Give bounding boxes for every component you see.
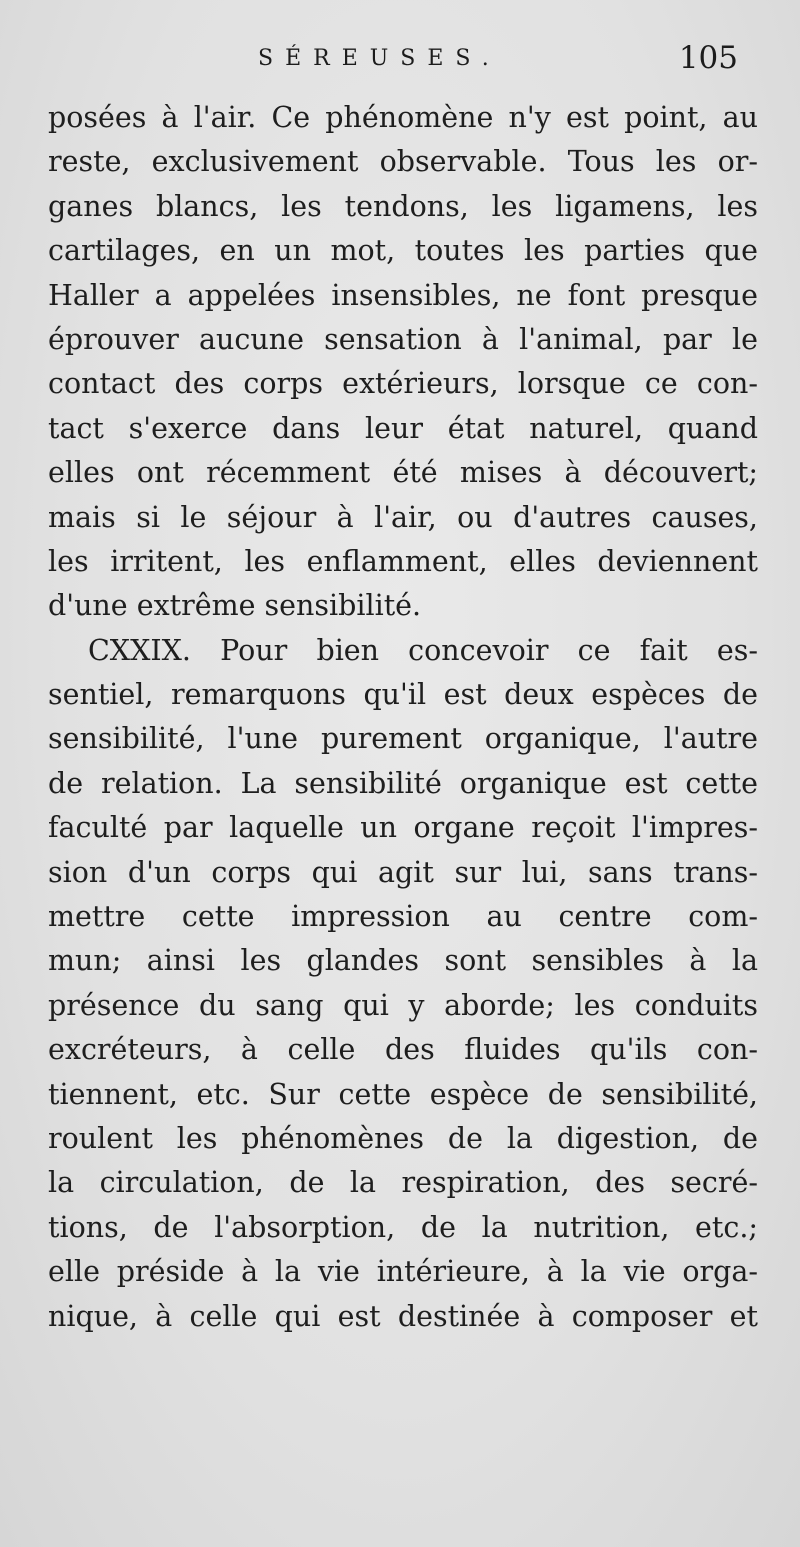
text-line: cartilages, en un mot, toutes les parties que	[48, 234, 758, 268]
text-line: Haller a appelées insensibles, ne font presque	[48, 278, 758, 312]
text-line: excréteurs, à celle des fluides qu'ils con-	[48, 1033, 758, 1067]
text-line: les irritent, les enflamment, elles deviennent	[48, 544, 758, 578]
text-line: tions, de l'absorption, de la nutrition, etc.;	[48, 1210, 758, 1244]
text-line: posées à l'air. Ce phénomène n'y est point, au	[48, 101, 758, 134]
running-head	[0, 40, 800, 86]
text-line: mais si le séjour à l'air, ou d'autres causes,	[48, 500, 758, 534]
paragraph-end-line: d'une extrême sensibilité.	[48, 589, 422, 623]
section-start-line: CXXIX. Pour bien concevoir ce fait es-	[88, 633, 758, 667]
text-line: présence du sang qui y aborde; les conduits	[48, 988, 758, 1022]
text-line: elles ont récemment été mises à découvert;	[48, 456, 758, 490]
running-title: SÉREUSES.	[258, 46, 501, 71]
text-line: tact s'exerce dans leur état naturel, quand	[48, 411, 758, 445]
text-line: sion d'un corps qui agit sur lui, sans trans-	[48, 855, 758, 889]
text-line: elle préside à la vie intérieure, à la vie orga-	[48, 1255, 758, 1289]
text-line: la circulation, de la respiration, des secré-	[48, 1166, 758, 1200]
text-line: tiennent, etc. Sur cette espèce de sensibilité,	[48, 1077, 758, 1111]
body-text	[48, 96, 758, 1339]
text-line: mun; ainsi les glandes sont sensibles à la	[48, 944, 758, 978]
text-line: mettre cette impression au centre com-	[48, 900, 758, 934]
text-line: sentiel, remarquons qu'il est deux espèces de	[48, 678, 758, 712]
text-line: de relation. La sensibilité organique est cette	[48, 766, 758, 800]
text-line: roulent les phénomènes de la digestion, de	[48, 1121, 758, 1155]
text-line: sensibilité, l'une purement organique, l'autre	[48, 722, 758, 756]
text-line: éprouver aucune sensation à l'animal, par le	[48, 322, 758, 356]
text-line: faculté par laquelle un organe reçoit l'impres-	[48, 811, 758, 845]
text-line: reste, exclusivement observable. Tous les or-	[48, 145, 758, 179]
text-line: contact des corps extérieurs, lorsque ce con-	[48, 367, 758, 401]
text-line: ganes blancs, les tendons, les ligamens, les	[48, 189, 758, 223]
text-line: nique, à celle qui est destinée à composer et	[48, 1299, 758, 1333]
page-number: 105	[678, 40, 738, 76]
